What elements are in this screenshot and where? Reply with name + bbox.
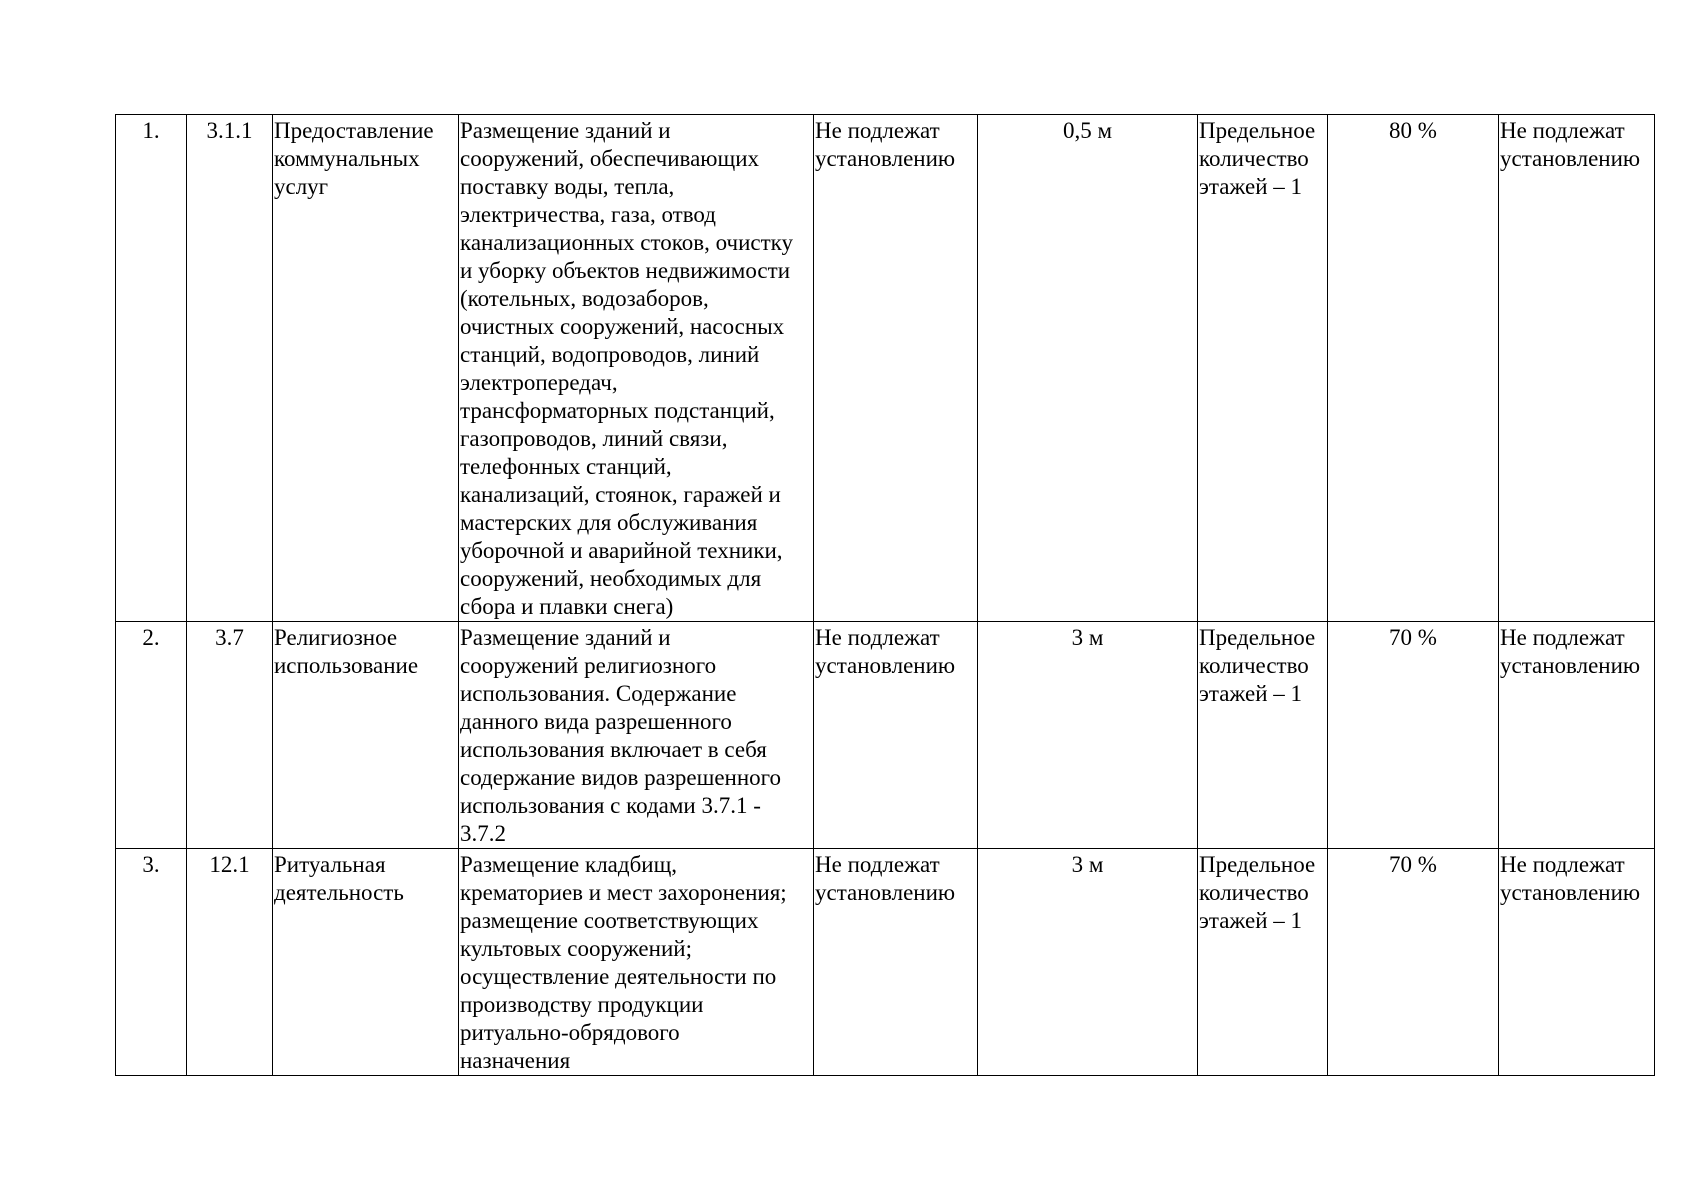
table-row bbox=[116, 622, 1655, 849]
use-name: Ритуальная деятельность bbox=[273, 849, 459, 1076]
use-description: Размещение зданий и сооружений религиозного использования. Содержание данного вида разрешенного использования включает в себя содержание видов разрешенного использования с кодами 3.7.1 - 3.7.2 bbox=[459, 622, 814, 849]
table-row bbox=[116, 849, 1655, 1076]
area-limit: Не подлежат установлению bbox=[814, 115, 978, 622]
table-row bbox=[116, 115, 1655, 622]
area-limit: Не подлежат установлению bbox=[814, 622, 978, 849]
coverage-percent: 70 % bbox=[1328, 622, 1499, 849]
land-use-table bbox=[115, 114, 1655, 1076]
setback: 0,5 м bbox=[978, 115, 1198, 622]
use-name: Религиозное использование bbox=[273, 622, 459, 849]
floors-limit: Предельное количество этажей – 1 bbox=[1198, 849, 1328, 1076]
other-limits: Не подлежат установлению bbox=[1499, 849, 1655, 1076]
floors-limit: Предельное количество этажей – 1 bbox=[1198, 115, 1328, 622]
row-number: 2. bbox=[116, 622, 187, 849]
setback: 3 м bbox=[978, 849, 1198, 1076]
use-code: 12.1 bbox=[187, 849, 273, 1076]
use-code: 3.1.1 bbox=[187, 115, 273, 622]
use-description: Размещение кладбищ, крематориев и мест захоронения; размещение соответствующих культовых сооружений; осуществление деятельности по производству продукции ритуально-обрядового назначения bbox=[459, 849, 814, 1076]
coverage-percent: 70 % bbox=[1328, 849, 1499, 1076]
setback: 3 м bbox=[978, 622, 1198, 849]
use-code: 3.7 bbox=[187, 622, 273, 849]
other-limits: Не подлежат установлению bbox=[1499, 622, 1655, 849]
row-number: 3. bbox=[116, 849, 187, 1076]
row-number: 1. bbox=[116, 115, 187, 622]
area-limit: Не подлежат установлению bbox=[814, 849, 978, 1076]
other-limits: Не подлежат установлению bbox=[1499, 115, 1655, 622]
use-name: Предоставление коммунальных услуг bbox=[273, 115, 459, 622]
use-description: Размещение зданий и сооружений, обеспечивающих поставку воды, тепла, электричества, газа, отвод канализационных стоков, очистку и уборку объектов недвижимости (котельных, водозаборов, очистных сооружений, насосных станций, водопроводов, линий электропередач, трансформаторных подстанций, газопроводов, линий связи, телефонных станций, канализаций, стоянок, гаражей и мастерских для обслуживания уборочной и аварийной техники, сооружений, необходимых для сбора и плавки снега) bbox=[459, 115, 814, 622]
floors-limit: Предельное количество этажей – 1 bbox=[1198, 622, 1328, 849]
coverage-percent: 80 % bbox=[1328, 115, 1499, 622]
